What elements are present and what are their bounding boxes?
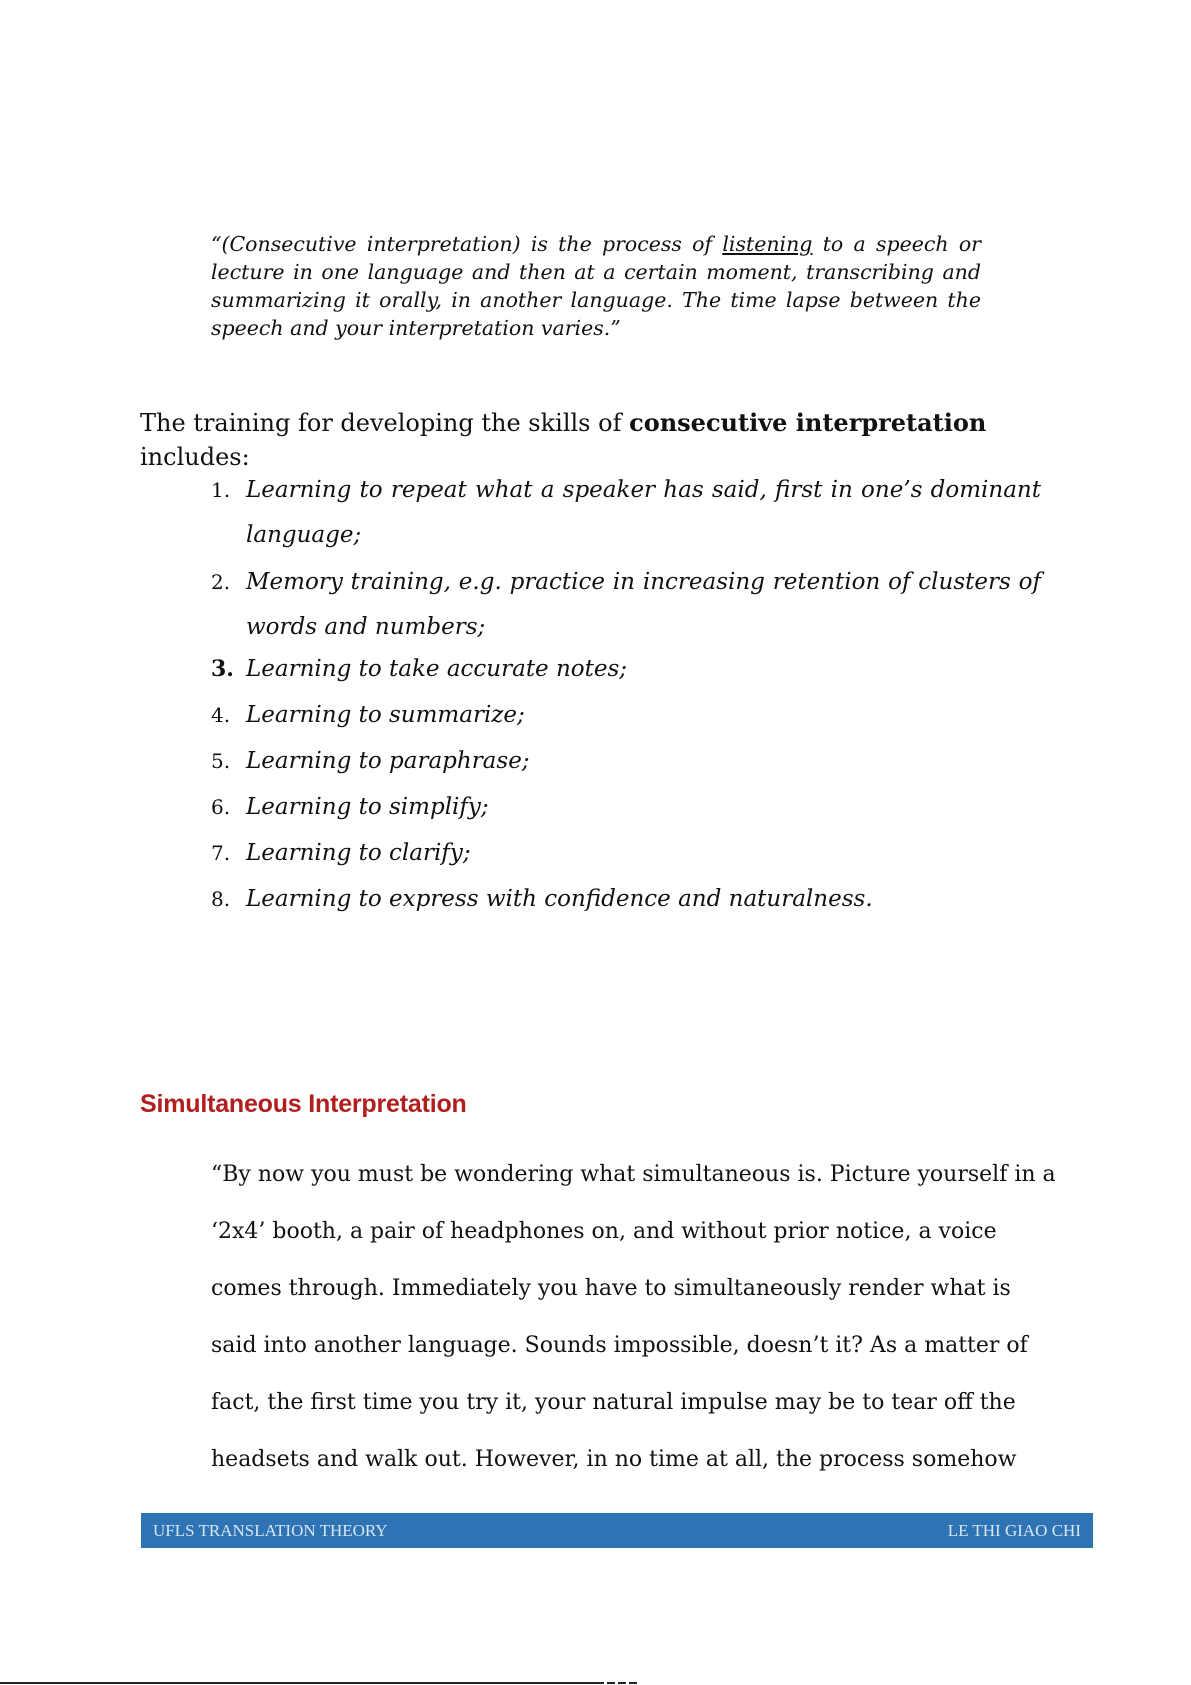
list-item-number: 4.: [211, 703, 231, 727]
quote-text-start: “(Consecutive interpretation) is the process of: [211, 232, 723, 256]
list-item: [211, 836, 1041, 870]
list-item-number: 6.: [211, 795, 231, 819]
bottom-divider-dashes: [596, 1682, 640, 1684]
quote-text-end: to a speech or lecture in one language and then at a certain moment, transcribing and summarizing it orally, in another language. The time lapse between the speech and your interpretation varies.”: [211, 232, 981, 340]
list-item: [211, 882, 1041, 916]
body-line: headsets and walk out. However, in no time at all, the process somehow: [211, 1447, 1017, 1472]
list-item-number: 2.: [211, 570, 231, 594]
quote-link-listening[interactable]: listening: [722, 232, 813, 256]
intro-bold-term: consecutive interpretation: [629, 408, 987, 437]
footer-course-title: UFLS TRANSLATION THEORY: [153, 1520, 388, 1540]
list-item: [211, 744, 1041, 778]
body-line: comes through. Immediately you have to simultaneously render what is: [211, 1276, 1011, 1301]
list-item: [211, 652, 1041, 686]
list-item: [211, 790, 1041, 824]
footer-author: LE THI GIAO CHI: [947, 1520, 1081, 1540]
body-line: “By now you must be wondering what simultaneous is. Picture yourself in a: [211, 1162, 1056, 1187]
list-item: [211, 468, 1041, 558]
training-intro: [140, 406, 1100, 474]
definition-quote: [211, 230, 981, 342]
list-item-text: Learning to express with confidence and naturalness.: [246, 886, 873, 912]
list-item-number: 7.: [211, 841, 231, 865]
list-item-text: Learning to summarize;: [246, 702, 525, 728]
intro-after: includes:: [140, 443, 250, 471]
list-item-text: Learning to paraphrase;: [246, 748, 530, 774]
page-footer: [141, 1513, 1093, 1548]
list-item-number: 1.: [211, 478, 231, 502]
list-item-text: Learning to clarify;: [246, 840, 471, 866]
body-line: said into another language. Sounds impossible, doesn’t it? As a matter of: [211, 1333, 1028, 1358]
list-item-number: 5.: [211, 749, 231, 773]
list-item-text: Memory training, e.g. practice in increasing retention of clusters of words and numbers;: [246, 569, 1041, 640]
body-line: ‘2x4’ booth, a pair of headphones on, and without prior notice, a voice: [211, 1219, 997, 1244]
bottom-divider: [0, 1682, 640, 1684]
training-list: [211, 468, 1041, 928]
list-item-text: Learning to take accurate notes;: [246, 656, 628, 682]
list-item-number: 8.: [211, 887, 231, 911]
list-item-text: Learning to repeat what a speaker has said, first in one’s dominant language;: [246, 477, 1041, 548]
section-heading: Simultaneous Interpretation: [140, 1090, 467, 1118]
list-item: [211, 560, 1041, 650]
body-line: fact, the first time you try it, your natural impulse may be to tear off the: [211, 1390, 1016, 1415]
intro-before: The training for developing the skills of: [140, 409, 630, 437]
list-item-number: 3.: [211, 656, 234, 682]
list-item: [211, 698, 1041, 732]
list-item-text: Learning to simplify;: [246, 794, 489, 820]
simultaneous-quote: [211, 1146, 1056, 1488]
